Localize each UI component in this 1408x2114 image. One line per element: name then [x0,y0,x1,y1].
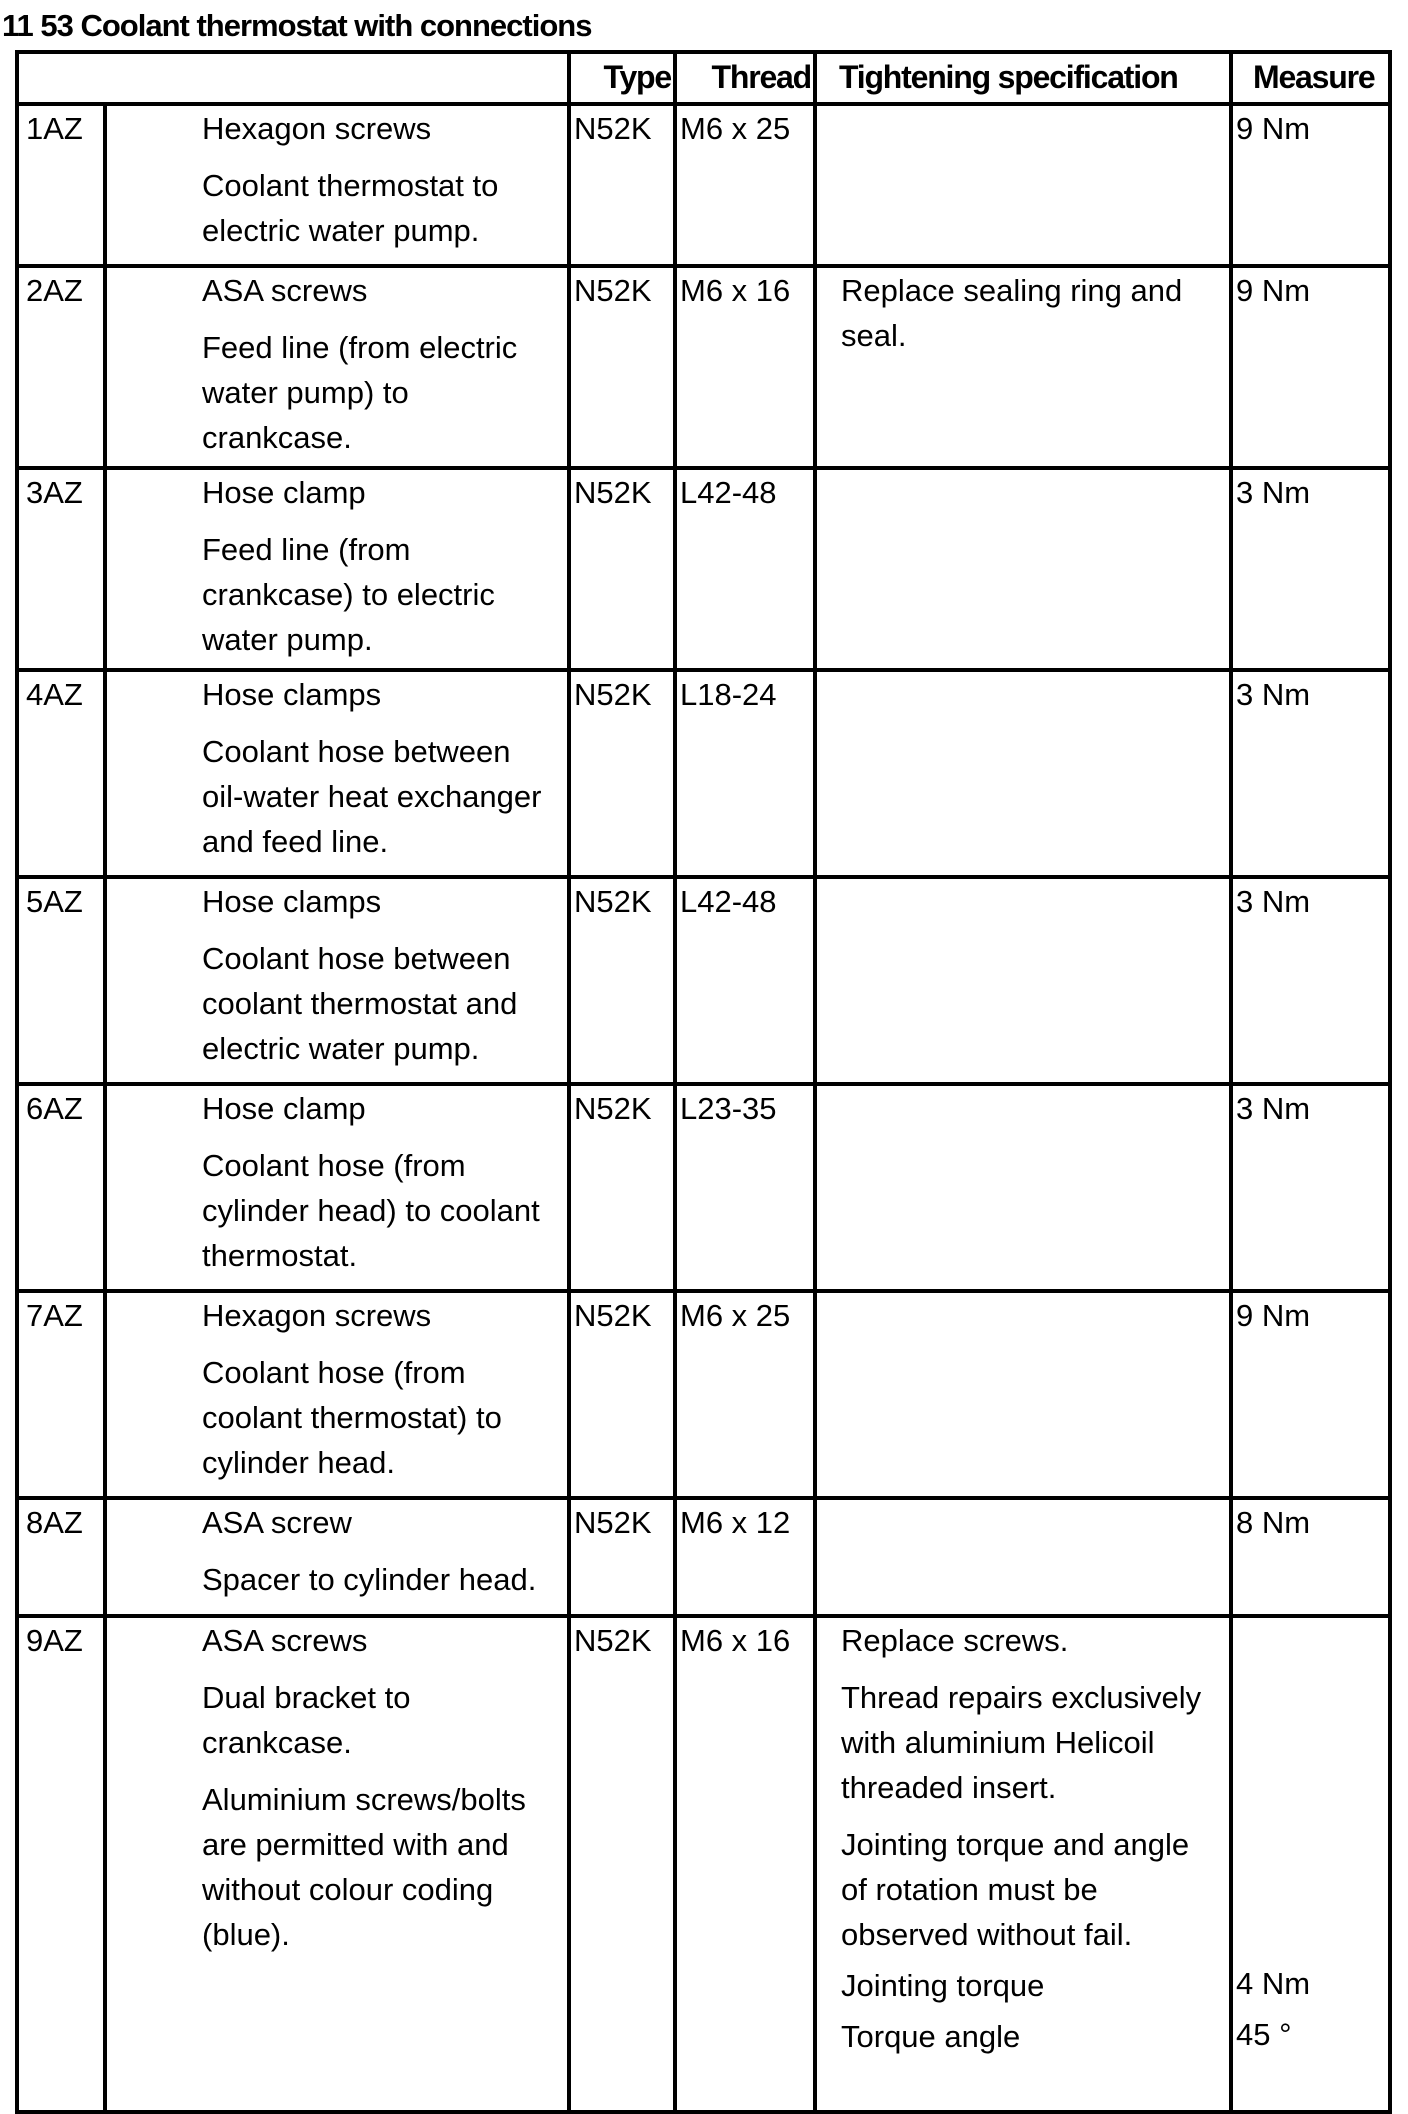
item-id: 1AZ [17,104,105,266]
header-blank [17,52,569,104]
item-name: Hexagon screws [202,111,432,146]
item-description-text: Spacer to cylinder head. [202,1562,537,1597]
item-name: ASA screws [202,273,368,308]
measure-value: 8 Nm [1236,1505,1311,1540]
item-thread: L18-24 [675,670,815,877]
item-description-text: Feed line (from crankcase) to electric water pump. [202,532,495,657]
item-description [105,1291,569,1498]
item-tightening-specification [815,1616,1231,2112]
item-description-text: Coolant hose (from coolant thermostat) to cylinder head. [202,1355,502,1480]
item-description-text: Coolant hose (from cylinder head) to coolant thermostat. [202,1148,540,1273]
item-measure [1231,670,1390,877]
table-row [17,1616,1390,2112]
item-name: Hose clamps [202,884,382,919]
item-id: 3AZ [17,468,105,670]
table-row [17,1291,1390,1498]
item-thread: L42-48 [675,468,815,670]
item-description-text: Feed line (from electric water pump) to crankcase. [202,330,518,455]
measure-value: 9 Nm [1236,111,1311,146]
item-measure [1231,1291,1390,1498]
item-tightening-specification [815,266,1231,468]
item-thread: M6 x 25 [675,1291,815,1498]
measure-value: 9 Nm [1236,1298,1311,1333]
specification-text: Replace sealing ring and seal. [841,273,1183,353]
measure-value: 3 Nm [1236,677,1311,712]
specification-text: Thread repairs exclusively with aluminium Helicoil threaded insert. [841,1680,1202,1805]
item-name: Hose clamp [202,1091,366,1126]
torque-value: 4 Nm [1236,1966,1311,2001]
measure-value: 3 Nm [1236,884,1311,919]
page-title: 11 53 Coolant thermostat with connections [2,8,592,43]
item-id: 8AZ [17,1498,105,1616]
item-description-text: Dual bracket to crankcase. [202,1680,411,1760]
header-thread: Thread [675,52,815,104]
item-tightening-specification [815,877,1231,1084]
item-measure [1231,104,1390,266]
item-measure [1231,877,1390,1084]
item-type: N52K [569,1084,675,1291]
measure-value: 3 Nm [1236,1091,1311,1126]
table-row [17,877,1390,1084]
measure-value: 3 Nm [1236,475,1311,510]
item-description-text: Coolant hose between oil-water heat exchanger and feed line. [202,734,542,859]
item-type: N52K [569,1291,675,1498]
table-row [17,104,1390,266]
item-thread: L42-48 [675,877,815,1084]
item-measure [1231,1084,1390,1291]
torque-label: Torque angle [841,2019,1021,2054]
item-measure [1231,266,1390,468]
table-row [17,468,1390,670]
item-description [105,1084,569,1291]
item-description [105,1616,569,2112]
item-id: 7AZ [17,1291,105,1498]
item-name: Hose clamp [202,475,366,510]
table-row [17,1498,1390,1616]
item-tightening-specification [815,670,1231,877]
item-description [105,266,569,468]
item-name: Hexagon screws [202,1298,432,1333]
item-thread: M6 x 16 [675,1616,815,2112]
item-type: N52K [569,266,675,468]
table-row [17,266,1390,468]
table-body [17,52,1390,2112]
item-description [105,670,569,877]
item-description [105,1498,569,1616]
item-measure [1231,1498,1390,1616]
item-tightening-specification [815,468,1231,670]
item-name: ASA screws [202,1623,368,1658]
item-type: N52K [569,1498,675,1616]
specification-text: Replace screws. [841,1623,1069,1658]
item-thread: L23-35 [675,1084,815,1291]
table-header-row [17,52,1390,104]
item-description-text: Coolant thermostat to electric water pump. [202,168,499,248]
item-type: N52K [569,104,675,266]
table-row [17,670,1390,877]
item-description-text: Coolant hose between coolant thermostat and electric water pump. [202,941,518,1066]
item-description [105,104,569,266]
item-id: 5AZ [17,877,105,1084]
torque-label: Jointing torque [841,1968,1045,2003]
item-id: 9AZ [17,1616,105,2112]
header-measure: Measure [1231,52,1390,104]
item-name: Hose clamps [202,677,382,712]
item-thread: M6 x 16 [675,266,815,468]
item-thread: M6 x 25 [675,104,815,266]
item-description [105,468,569,670]
item-name: ASA screw [202,1505,352,1540]
measure-value: 9 Nm [1236,273,1311,308]
item-type: N52K [569,877,675,1084]
item-id: 2AZ [17,266,105,468]
table-row [17,1084,1390,1291]
header-type: Type [569,52,675,104]
item-tightening-specification [815,1498,1231,1616]
torque-value: 45 ° [1236,2017,1292,2052]
item-type: N52K [569,468,675,670]
item-type: N52K [569,1616,675,2112]
item-thread: M6 x 12 [675,1498,815,1616]
item-measure [1231,468,1390,670]
item-description [105,877,569,1084]
item-tightening-specification [815,1291,1231,1498]
item-id: 6AZ [17,1084,105,1291]
item-tightening-specification [815,1084,1231,1291]
item-id: 4AZ [17,670,105,877]
item-description-text: Aluminium screws/bolts are permitted with and without colour coding (blue). [202,1782,526,1952]
item-tightening-specification [815,104,1231,266]
specification-table [15,50,1392,2114]
header-tightening-specification: Tightening specification [815,52,1231,104]
item-type: N52K [569,670,675,877]
specification-text: Jointing torque and angle of rotation must be observed without fail. [841,1827,1190,1952]
item-measure [1231,1616,1390,2112]
